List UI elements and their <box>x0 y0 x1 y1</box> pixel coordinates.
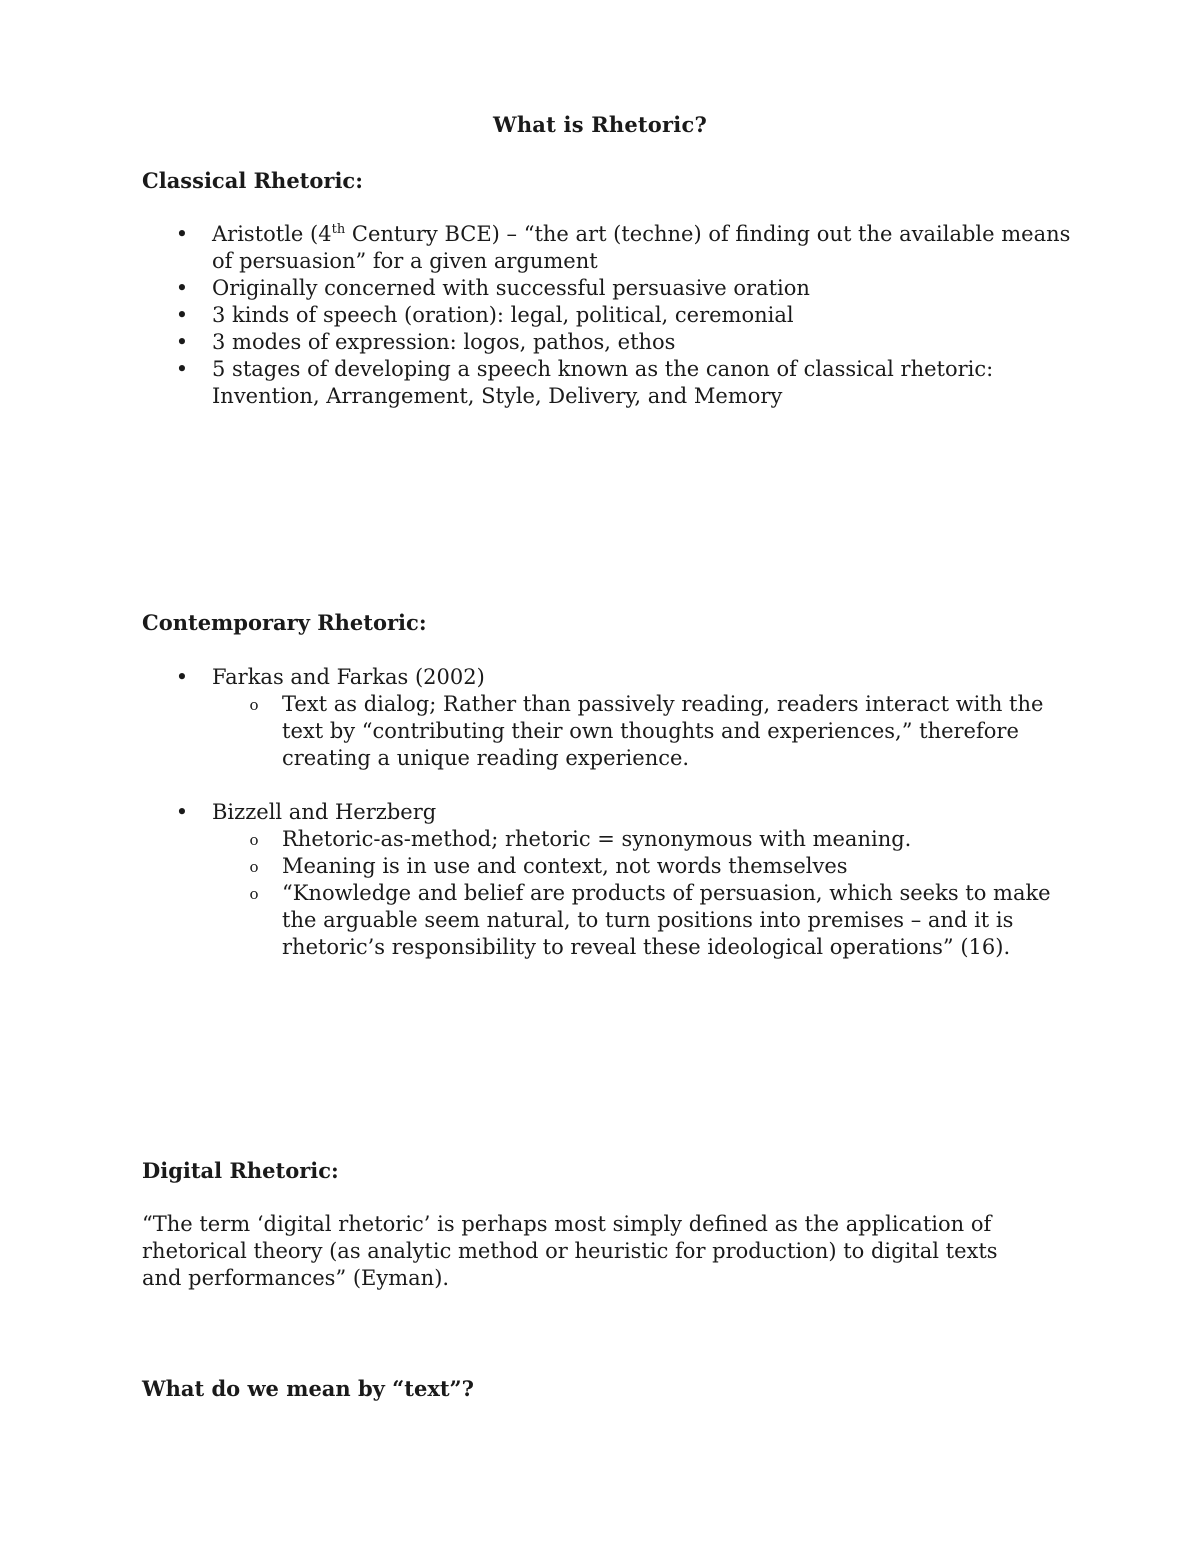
circle-bullet-icon: o <box>249 885 259 903</box>
sub-list-item <box>249 826 1072 853</box>
list-item-text: 3 kinds of speech (oration): legal, political, ceremonial <box>212 303 794 327</box>
sub-list-item <box>249 880 1072 961</box>
list-item-text: 3 modes of expression: logos, pathos, ethos <box>212 330 676 354</box>
circle-bullet-icon: o <box>249 858 259 876</box>
list-item <box>175 275 1072 302</box>
list-item-text: Aristotle (4th Century BCE) – “the art (techne) of finding out the available means of persuasion” for a given argument <box>212 222 1071 273</box>
page-title: What is Rhetoric? <box>493 112 707 137</box>
digital-quote: “The term ‘digital rhetoric’ is perhaps most simply defined as the application of rhetorical theory (as analytic method or heuristic for production) to digital texts and performances” (Eyman). <box>142 1212 998 1290</box>
digital-heading: Digital Rhetoric: <box>142 1158 339 1183</box>
bullet-icon: • <box>175 800 189 824</box>
list-item <box>175 664 1072 799</box>
sub-list-item-text: Text as dialog; Rather than passively reading, readers interact with the text by “contributing their own thoughts and experiences,” therefore creating a unique reading experience. <box>282 692 1044 770</box>
list-item-text: Originally concerned with successful persuasive oration <box>212 276 810 300</box>
list-item-text: Farkas and Farkas (2002) <box>212 665 485 689</box>
classical-list <box>175 221 1072 410</box>
bullet-icon: • <box>175 357 189 381</box>
sub-list <box>212 691 1072 772</box>
bullet-icon: • <box>175 330 189 354</box>
sub-list-item <box>249 691 1072 772</box>
list-item <box>175 356 1072 410</box>
bullet-icon: • <box>175 276 189 300</box>
sub-list-item-text: Meaning is in use and context, not words themselves <box>282 854 848 878</box>
list-item <box>175 799 1072 961</box>
classical-heading: Classical Rhetoric: <box>142 168 363 193</box>
list-item-text: 5 stages of developing a speech known as the canon of classical rhetoric: Invention, Arrangement, Style, Delivery, and Memory <box>212 357 994 408</box>
list-item <box>175 221 1072 275</box>
sub-list-item <box>249 853 1072 880</box>
sub-list-item-text: Rhetoric-as-method; rhetoric = synonymous with meaning. <box>282 827 912 851</box>
contemporary-heading: Contemporary Rhetoric: <box>142 610 427 635</box>
bullet-icon: • <box>175 222 189 246</box>
text-question-heading: What do we mean by “text”? <box>142 1376 474 1401</box>
list-item <box>175 302 1072 329</box>
sub-list-item-text: “Knowledge and belief are products of persuasion, which seeks to make the arguable seem natural, to turn positions into premises – and it is rhetoric’s responsibility to reveal these ideological operations” (16). <box>282 881 1051 959</box>
sub-list <box>212 826 1072 961</box>
circle-bullet-icon: o <box>249 831 259 849</box>
bullet-icon: • <box>175 665 189 689</box>
bullet-icon: • <box>175 303 189 327</box>
superscript: th <box>331 222 346 237</box>
list-item <box>175 329 1072 356</box>
list-item-text: Bizzell and Herzberg <box>212 800 437 824</box>
circle-bullet-icon: o <box>249 696 259 714</box>
contemporary-list <box>175 664 1072 961</box>
